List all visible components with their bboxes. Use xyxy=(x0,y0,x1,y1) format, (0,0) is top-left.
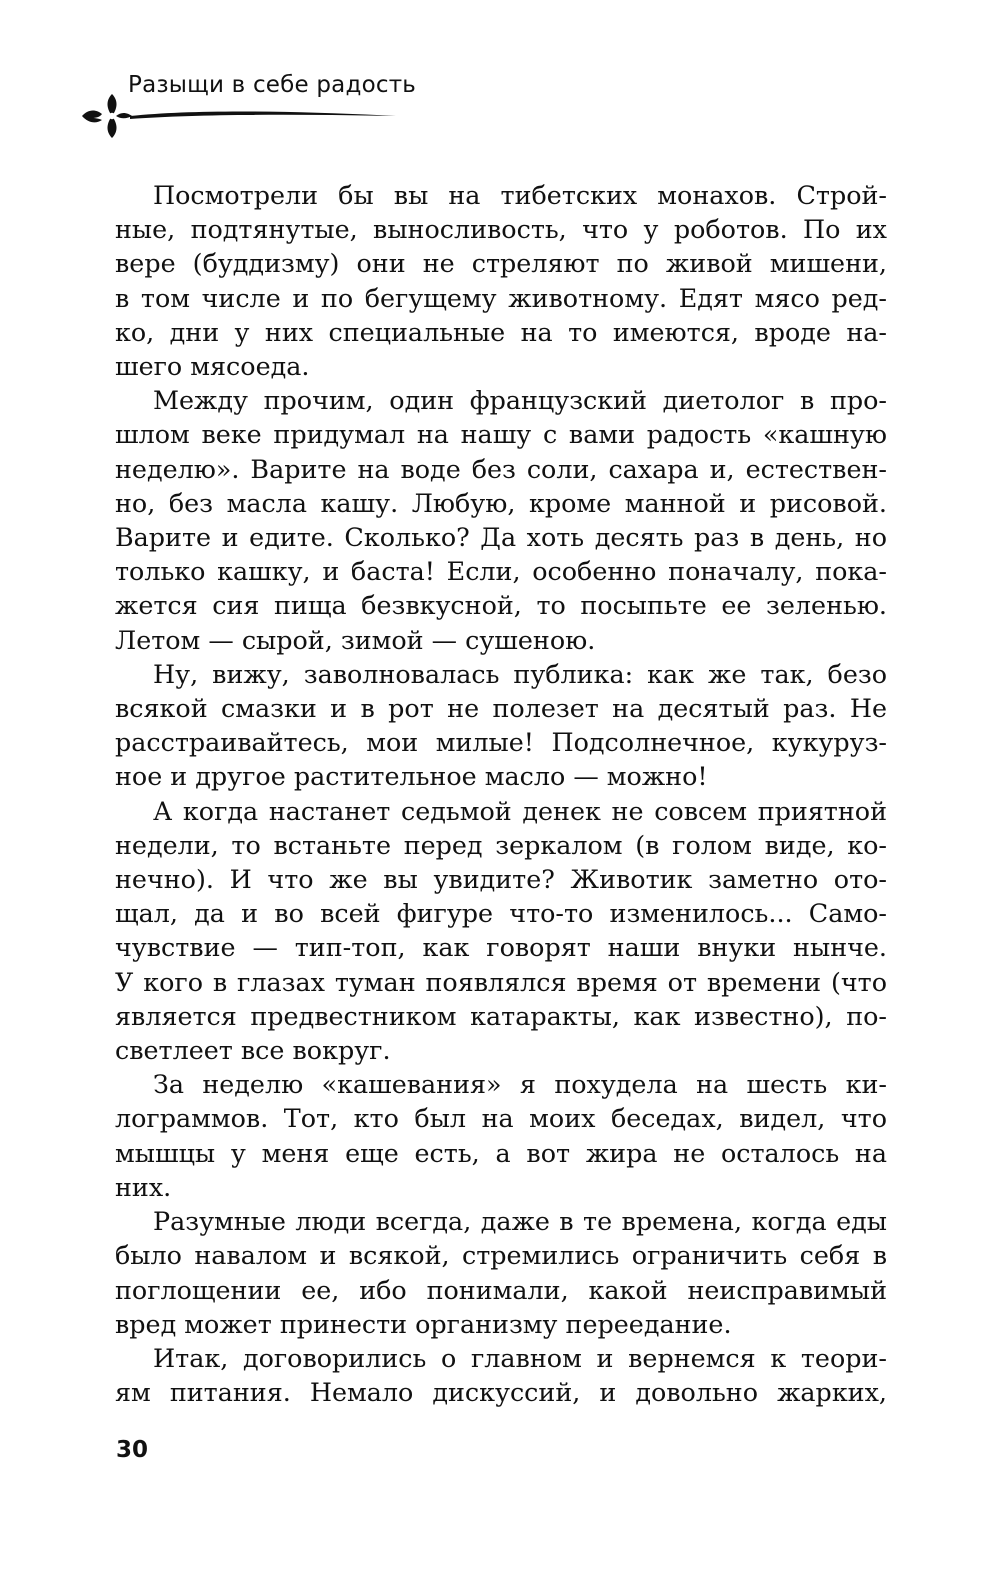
body-text xyxy=(115,178,887,1409)
paragraph xyxy=(115,794,887,1068)
text-line: Ну, вижу, заволновалась публика: как же так, безо xyxy=(153,658,887,689)
text-line: неделю». Варите на воде без соли, сахара и, естествен- xyxy=(115,453,887,484)
text-line: жется сия пища безвкусной, то посыпьте ее зеленью. xyxy=(115,590,887,621)
text-line: нечно). И что же вы увидите? Животик заметно ото- xyxy=(115,864,887,895)
text-line: Летом — сырой, зимой — сушеною. xyxy=(115,624,596,655)
text-line: недели, то встаньте перед зеркалом (в голом виде, ко- xyxy=(115,829,887,860)
text-line: всякой смазки и в рот не полезет на десятый раз. Не xyxy=(115,693,887,724)
paragraph xyxy=(115,657,887,794)
text-line: ное и другое растительное масло — можно! xyxy=(115,761,708,792)
text-line: За неделю «кашевания» я похудела на шесть ки- xyxy=(153,1069,887,1100)
paragraph xyxy=(115,178,887,383)
text-line: только кашку, и баста! Если, особенно поначалу, пока- xyxy=(115,556,887,587)
text-line: является предвестником катаракты, как известно), по- xyxy=(115,1000,887,1031)
text-line: шего мясоеда. xyxy=(115,351,310,382)
text-line: ко, дни у них специальные на то имеются, вроде на- xyxy=(115,316,887,347)
text-line: У кого в глазах туман появлялся время от времени (что xyxy=(115,966,887,997)
page-number: 30 xyxy=(116,1437,149,1463)
text-line: А когда настанет седьмой денек не совсем приятной xyxy=(153,795,887,826)
text-line: чувствие — тип-топ, как говорят наши внуки нынче. xyxy=(115,932,887,963)
text-line: было навалом и всякой, стремились ограничить себя в xyxy=(115,1240,887,1271)
text-line: них. xyxy=(115,1171,172,1202)
fleuron-icon xyxy=(78,92,398,140)
text-line: Итак, договорились о главном и вернемся к теори- xyxy=(153,1342,887,1373)
paragraph xyxy=(115,1341,887,1409)
text-line: Между прочим, один французский диетолог в про- xyxy=(153,385,887,416)
text-line: лограммов. Тот, кто был на моих беседах, видел, что xyxy=(115,1103,887,1134)
text-line: мышцы у меня еще есть, а вот жира не осталось на xyxy=(115,1137,887,1168)
text-line: Посмотрели бы вы на тибетских монахов. Строй- xyxy=(153,180,887,210)
paragraph xyxy=(115,1204,887,1341)
text-line: ям питания. Немало дискуссий, и довольно жарких, xyxy=(115,1377,887,1408)
running-head-title: Разыщи в себе радость xyxy=(128,72,417,98)
paragraph xyxy=(115,1067,887,1204)
text-line: Разумные люди всегда, даже в те времена, когда еды xyxy=(153,1206,887,1237)
text-line: Варите и едите. Сколько? Да хоть десять раз в день, но xyxy=(115,522,887,553)
text-line: щал, да и во всей фигуре что-то изменилось... Само- xyxy=(115,898,887,929)
text-line: расстраивайтесь, мои милые! Подсолнечное, кукуруз- xyxy=(115,727,887,758)
text-line: вред может принести организму переедание. xyxy=(115,1308,732,1339)
text-line: шлом веке придумал на нашу с вами радость «кашную xyxy=(115,419,887,450)
text-line: в том числе и по бегущему животному. Едят мясо ред- xyxy=(115,282,887,313)
text-line: поглощении ее, ибо понимали, какой неисправимый xyxy=(115,1274,887,1305)
text-line: светлеет все вокруг. xyxy=(115,1035,391,1066)
text-line: вере (буддизму) они не стреляют по живой мишени, xyxy=(115,248,887,279)
paragraph xyxy=(115,383,887,657)
text-line: но, без масла кашу. Любую, кроме манной и рисовой. xyxy=(115,487,887,518)
running-head xyxy=(78,70,417,150)
text-line: ные, подтянутые, выносливость, что у роботов. По их xyxy=(115,214,887,245)
